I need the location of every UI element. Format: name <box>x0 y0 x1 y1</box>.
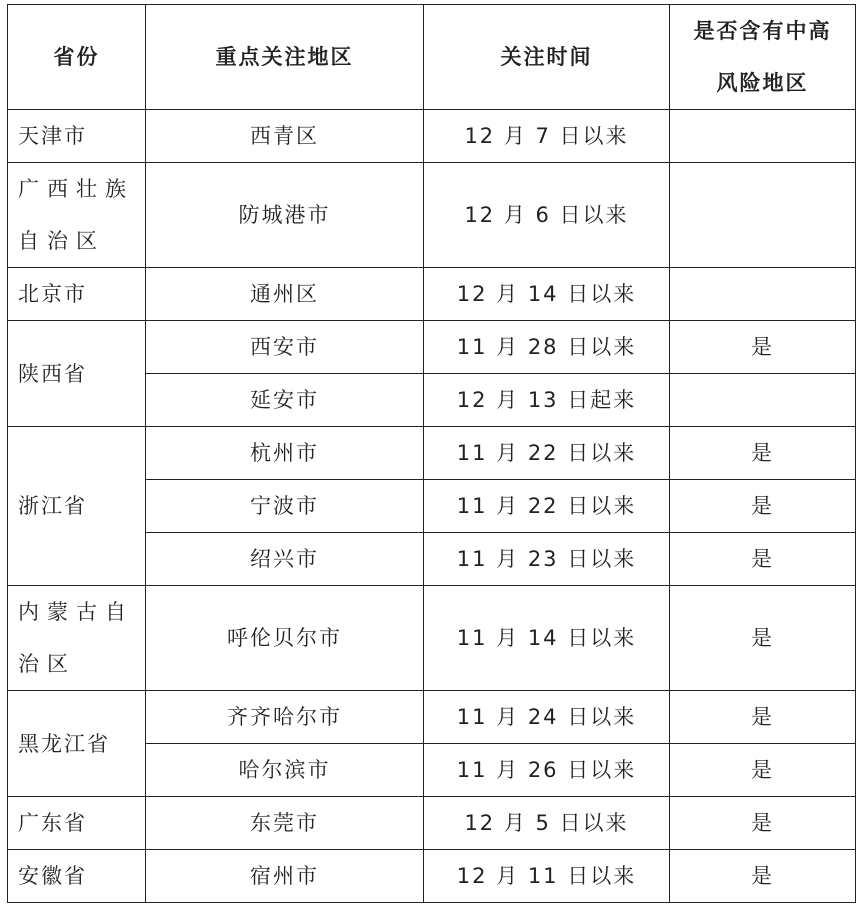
time-cell: 11 月 28 日以来 <box>424 321 670 374</box>
risk-cell <box>670 163 856 268</box>
time-cell: 11 月 22 日以来 <box>424 480 670 533</box>
region-cell: 呼伦贝尔市 <box>146 586 424 691</box>
region-cell: 防城港市 <box>146 163 424 268</box>
time-cell: 11 月 24 日以来 <box>424 691 670 744</box>
header-risk-line1: 是否含有中高 <box>693 19 832 43</box>
risk-cell <box>670 110 856 163</box>
risk-cell: 是 <box>670 533 856 586</box>
region-cell: 延安市 <box>146 374 424 427</box>
province-cell <box>8 163 146 268</box>
province-cell: 天津市 <box>8 110 146 163</box>
risk-cell: 是 <box>670 744 856 797</box>
header-time: 关注时间 <box>424 5 670 110</box>
province-line1: 广西壮族 <box>18 177 134 201</box>
risk-cell: 是 <box>670 691 856 744</box>
region-cell: 哈尔滨市 <box>146 744 424 797</box>
risk-region-table <box>7 4 856 903</box>
region-cell: 宿州市 <box>146 850 424 903</box>
risk-cell: 是 <box>670 850 856 903</box>
table-row <box>8 427 856 480</box>
table-row <box>8 850 856 903</box>
time-cell: 11 月 26 日以来 <box>424 744 670 797</box>
table-row <box>8 321 856 374</box>
time-cell: 12 月 7 日以来 <box>424 110 670 163</box>
time-cell: 12 月 11 日以来 <box>424 850 670 903</box>
province-line2: 治区 <box>18 652 76 676</box>
risk-cell: 是 <box>670 480 856 533</box>
time-cell: 11 月 23 日以来 <box>424 533 670 586</box>
risk-cell <box>670 374 856 427</box>
region-cell: 宁波市 <box>146 480 424 533</box>
risk-cell: 是 <box>670 427 856 480</box>
risk-cell <box>670 268 856 321</box>
time-cell: 12 月 5 日以来 <box>424 797 670 850</box>
header-row <box>8 5 856 110</box>
time-cell: 12 月 6 日以来 <box>424 163 670 268</box>
province-cell: 安徽省 <box>8 850 146 903</box>
time-cell: 12 月 13 日起来 <box>424 374 670 427</box>
region-cell: 绍兴市 <box>146 533 424 586</box>
province-line1: 内蒙古自 <box>18 600 134 624</box>
risk-cell: 是 <box>670 321 856 374</box>
header-risk-line2: 风险地区 <box>716 71 809 95</box>
table-row <box>8 586 856 691</box>
region-cell: 通州区 <box>146 268 424 321</box>
risk-cell: 是 <box>670 797 856 850</box>
region-cell: 齐齐哈尔市 <box>146 691 424 744</box>
province-cell: 广东省 <box>8 797 146 850</box>
province-cell: 黑龙江省 <box>8 691 146 797</box>
region-cell: 东莞市 <box>146 797 424 850</box>
province-cell: 浙江省 <box>8 427 146 586</box>
time-cell: 12 月 14 日以来 <box>424 268 670 321</box>
header-region: 重点关注地区 <box>146 5 424 110</box>
table-row <box>8 797 856 850</box>
time-cell: 11 月 14 日以来 <box>424 586 670 691</box>
header-risk <box>670 5 856 110</box>
region-cell: 西青区 <box>146 110 424 163</box>
header-province: 省份 <box>8 5 146 110</box>
province-cell: 陕西省 <box>8 321 146 427</box>
province-line2: 自治区 <box>18 229 105 253</box>
region-cell: 杭州市 <box>146 427 424 480</box>
province-cell <box>8 586 146 691</box>
table-row <box>8 110 856 163</box>
risk-cell: 是 <box>670 586 856 691</box>
region-cell: 西安市 <box>146 321 424 374</box>
province-cell: 北京市 <box>8 268 146 321</box>
table-row <box>8 268 856 321</box>
time-cell: 11 月 22 日以来 <box>424 427 670 480</box>
table-row <box>8 163 856 268</box>
table-row <box>8 691 856 744</box>
